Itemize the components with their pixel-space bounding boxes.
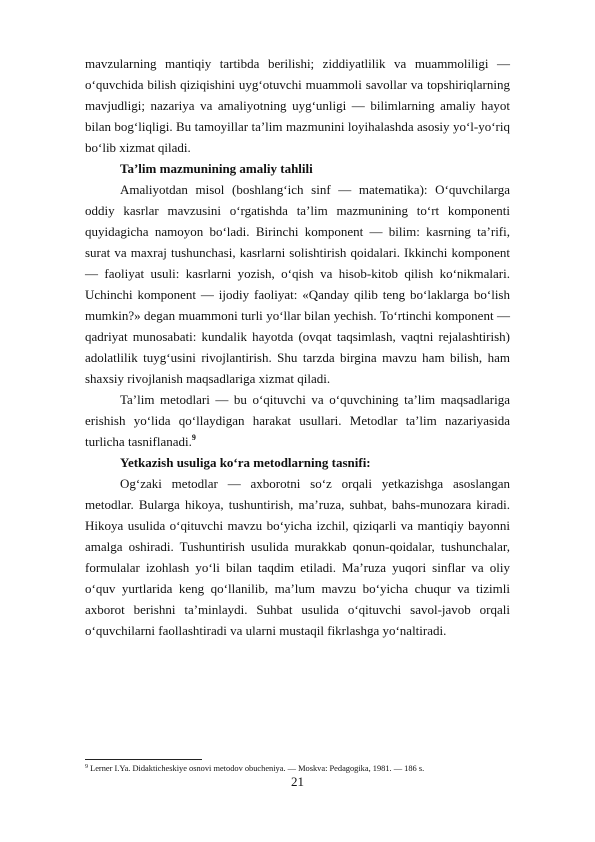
- paragraph-methods-text: Ta’lim metodlari — bu o‘qituvchi va o‘quvchining ta’lim maqsadlariga erishish yo‘lida qo‘llaydigan harakat usullari. Metodlar ta’lim nazariyasida turlicha tasniflanadi.: [85, 392, 510, 449]
- footnote-text: Lerner I.Ya. Didakticheskiye osnovi metodov obucheniya. — Moskva: Pedagogika, 1981. — 186 s.: [88, 764, 425, 773]
- paragraph-continued: mavzularning mantiqiy tartibda berilishi; ziddiyatlilik va muammoliligi — o‘quvchida bilish qiziqishini uyg‘otuvchi muammoli savollar va topshiriqlarning mavjudligi; nazariya va amaliyotning uyg‘unligi — bilimlarning amaliy hayot bilan bog‘liqligi. Bu tamoyillar ta’lim mazmunini loyihalashda asosiy yo‘l-yo‘riq bo‘lib xizmat qiladi.: [85, 56, 510, 155]
- paragraph-methods: [85, 389, 510, 452]
- paragraph-example: Amaliyotdan misol (boshlang‘ich sinf — matematika): O‘quvchilarga oddiy kasrlar mavzusini o‘rgatishda ta’lim mazmunining to‘rt komponenti quyidagicha namoyon bo‘ladi. Birinchi komponent — bilim: kasrning ta’rifi, surat va maxraj tushunchasi, kasrlarni solishtirish qoidalari. Ikkinchi komponent — faoliyat usuli: kasrlarni yozish, o‘qish va hisob-kitob qilish ko‘nikmalari. Uchinchi komponent — ijodiy faoliyat: «Qanday qilib teng bo‘laklarga bo‘lish mumkin?» degan muammoni turli yo‘llar bilan yechish. To‘rtinchi komponent — qadriyat munosabati: kundalik hayotda (ovqat taqsimlash, vaqtni rejalashtirish) adolatlilik tuyg‘usini rivojlantirish. Shu tarzda birgina mavzu ham bilish, ham shaxsiy rivojlanish maqsadlariga xizmat qiladi.: [85, 182, 510, 386]
- footnote-divider: [85, 759, 202, 760]
- footnote: [85, 763, 515, 774]
- section-heading-classification: Yetkazish usuliga ko‘ra metodlarning tasnifi:: [120, 455, 371, 470]
- paragraph-verbal-methods: Og‘zaki metodlar — axborotni so‘z orqali yetkazishga asoslangan metodlar. Bularga hikoya, tushuntirish, ma’ruza, suhbat, bahs-munozara kiradi. Hikoya usulida o‘qituvchi mavzu bo‘yicha izchil, qiziqarli va mantiqiy bayonni amalga oshiradi. Tushuntirish usulida murakkab qonun-qoidalar, tushunchalar, formulalar izohlash yo‘li bilan taqdim etiladi. Ma’ruza yuqori sinflar va oliy o‘quv yurtlarida keng qo‘llanilib, ma’lum mavzu bo‘yicha chuqur va tizimli axborot berishni ta’minlaydi. Suhbat usulida o‘qituvchi savol-javob orqali o‘quvchilarni faollashtiradi va ularni mustaqil fikrlashga yo‘naltiradi.: [85, 476, 510, 638]
- section-heading-practical-analysis: Ta’lim mazmunining amaliy tahlili: [120, 161, 313, 176]
- footnote-reference: 9: [191, 433, 196, 442]
- page-number: 21: [291, 774, 304, 789]
- footnote-mark: 9: [85, 764, 88, 770]
- page-body: [85, 53, 510, 641]
